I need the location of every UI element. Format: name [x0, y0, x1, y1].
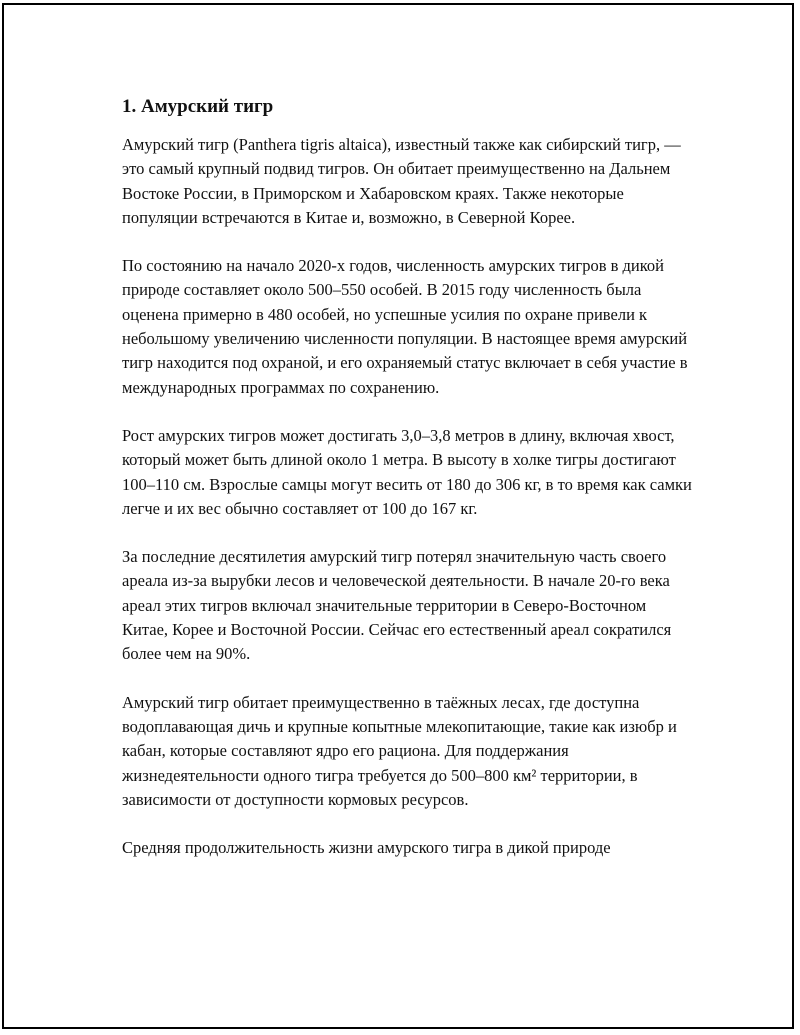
section-heading: 1. Амурский тигр	[122, 96, 274, 117]
paragraph-habitat: Амурский тигр обитает преимущественно в таёжных лесах, где доступна водоплавающая дичь и крупные копытные млекопитающие, такие как изюбр и кабан, которые составляют ядро его рациона. Для поддержания жизнедеятельности одного тигра требуется до 500–800 км² территории, в зависимости от доступности кормовых ресурсов.	[122, 692, 677, 809]
document-content	[122, 95, 692, 884]
paragraph-size: Рост амурских тигров может достигать 3,0–3,8 метров в длину, включая хвост, который может быть длиной около 1 метра. В высоту в холке тигры достигают 100–110 см. Взрослые самцы могут весить от 180 до 306 кг, в то время как самки легче и их вес обычно составляет от 100 до 167 кг.	[122, 425, 692, 518]
paragraph-range: За последние десятилетия амурский тигр потерял значительную часть своего ареала из-за вырубки лесов и человеческой деятельности. В начале 20-го века ареал этих тигров включал значительные территории в Северо-Восточном Китае, Корее и Восточной России. Сейчас его естественный ареал сократился более чем на 90%.	[122, 547, 672, 664]
paragraph-population: По состоянию на начало 2020-х годов, численность амурских тигров в дикой природе составляет около 500–550 особей. В 2015 году численность была оценена примерно в 480 особей, но успешные усилия по охране привели к небольшому увеличению численности популяции. В настоящее время амурский тигр находится под охраной, и его охраняемый статус включает в себя участие в международных программах по сохранению.	[122, 256, 688, 397]
page-frame	[2, 3, 794, 1029]
paragraph-lifespan: Средняя продолжительность жизни амурского тигра в дикой природе	[122, 838, 611, 858]
paragraph-intro: Амурский тигр (Panthera tigris altaica), известный также как сибирский тигр, — это самый крупный подвид тигров. Он обитает преимущественно на Дальнем Востоке России, в Приморском и Хабаровском краях. Также некоторые популяции встречаются в Китае и, возможно, в Северной Корее.	[122, 135, 681, 227]
